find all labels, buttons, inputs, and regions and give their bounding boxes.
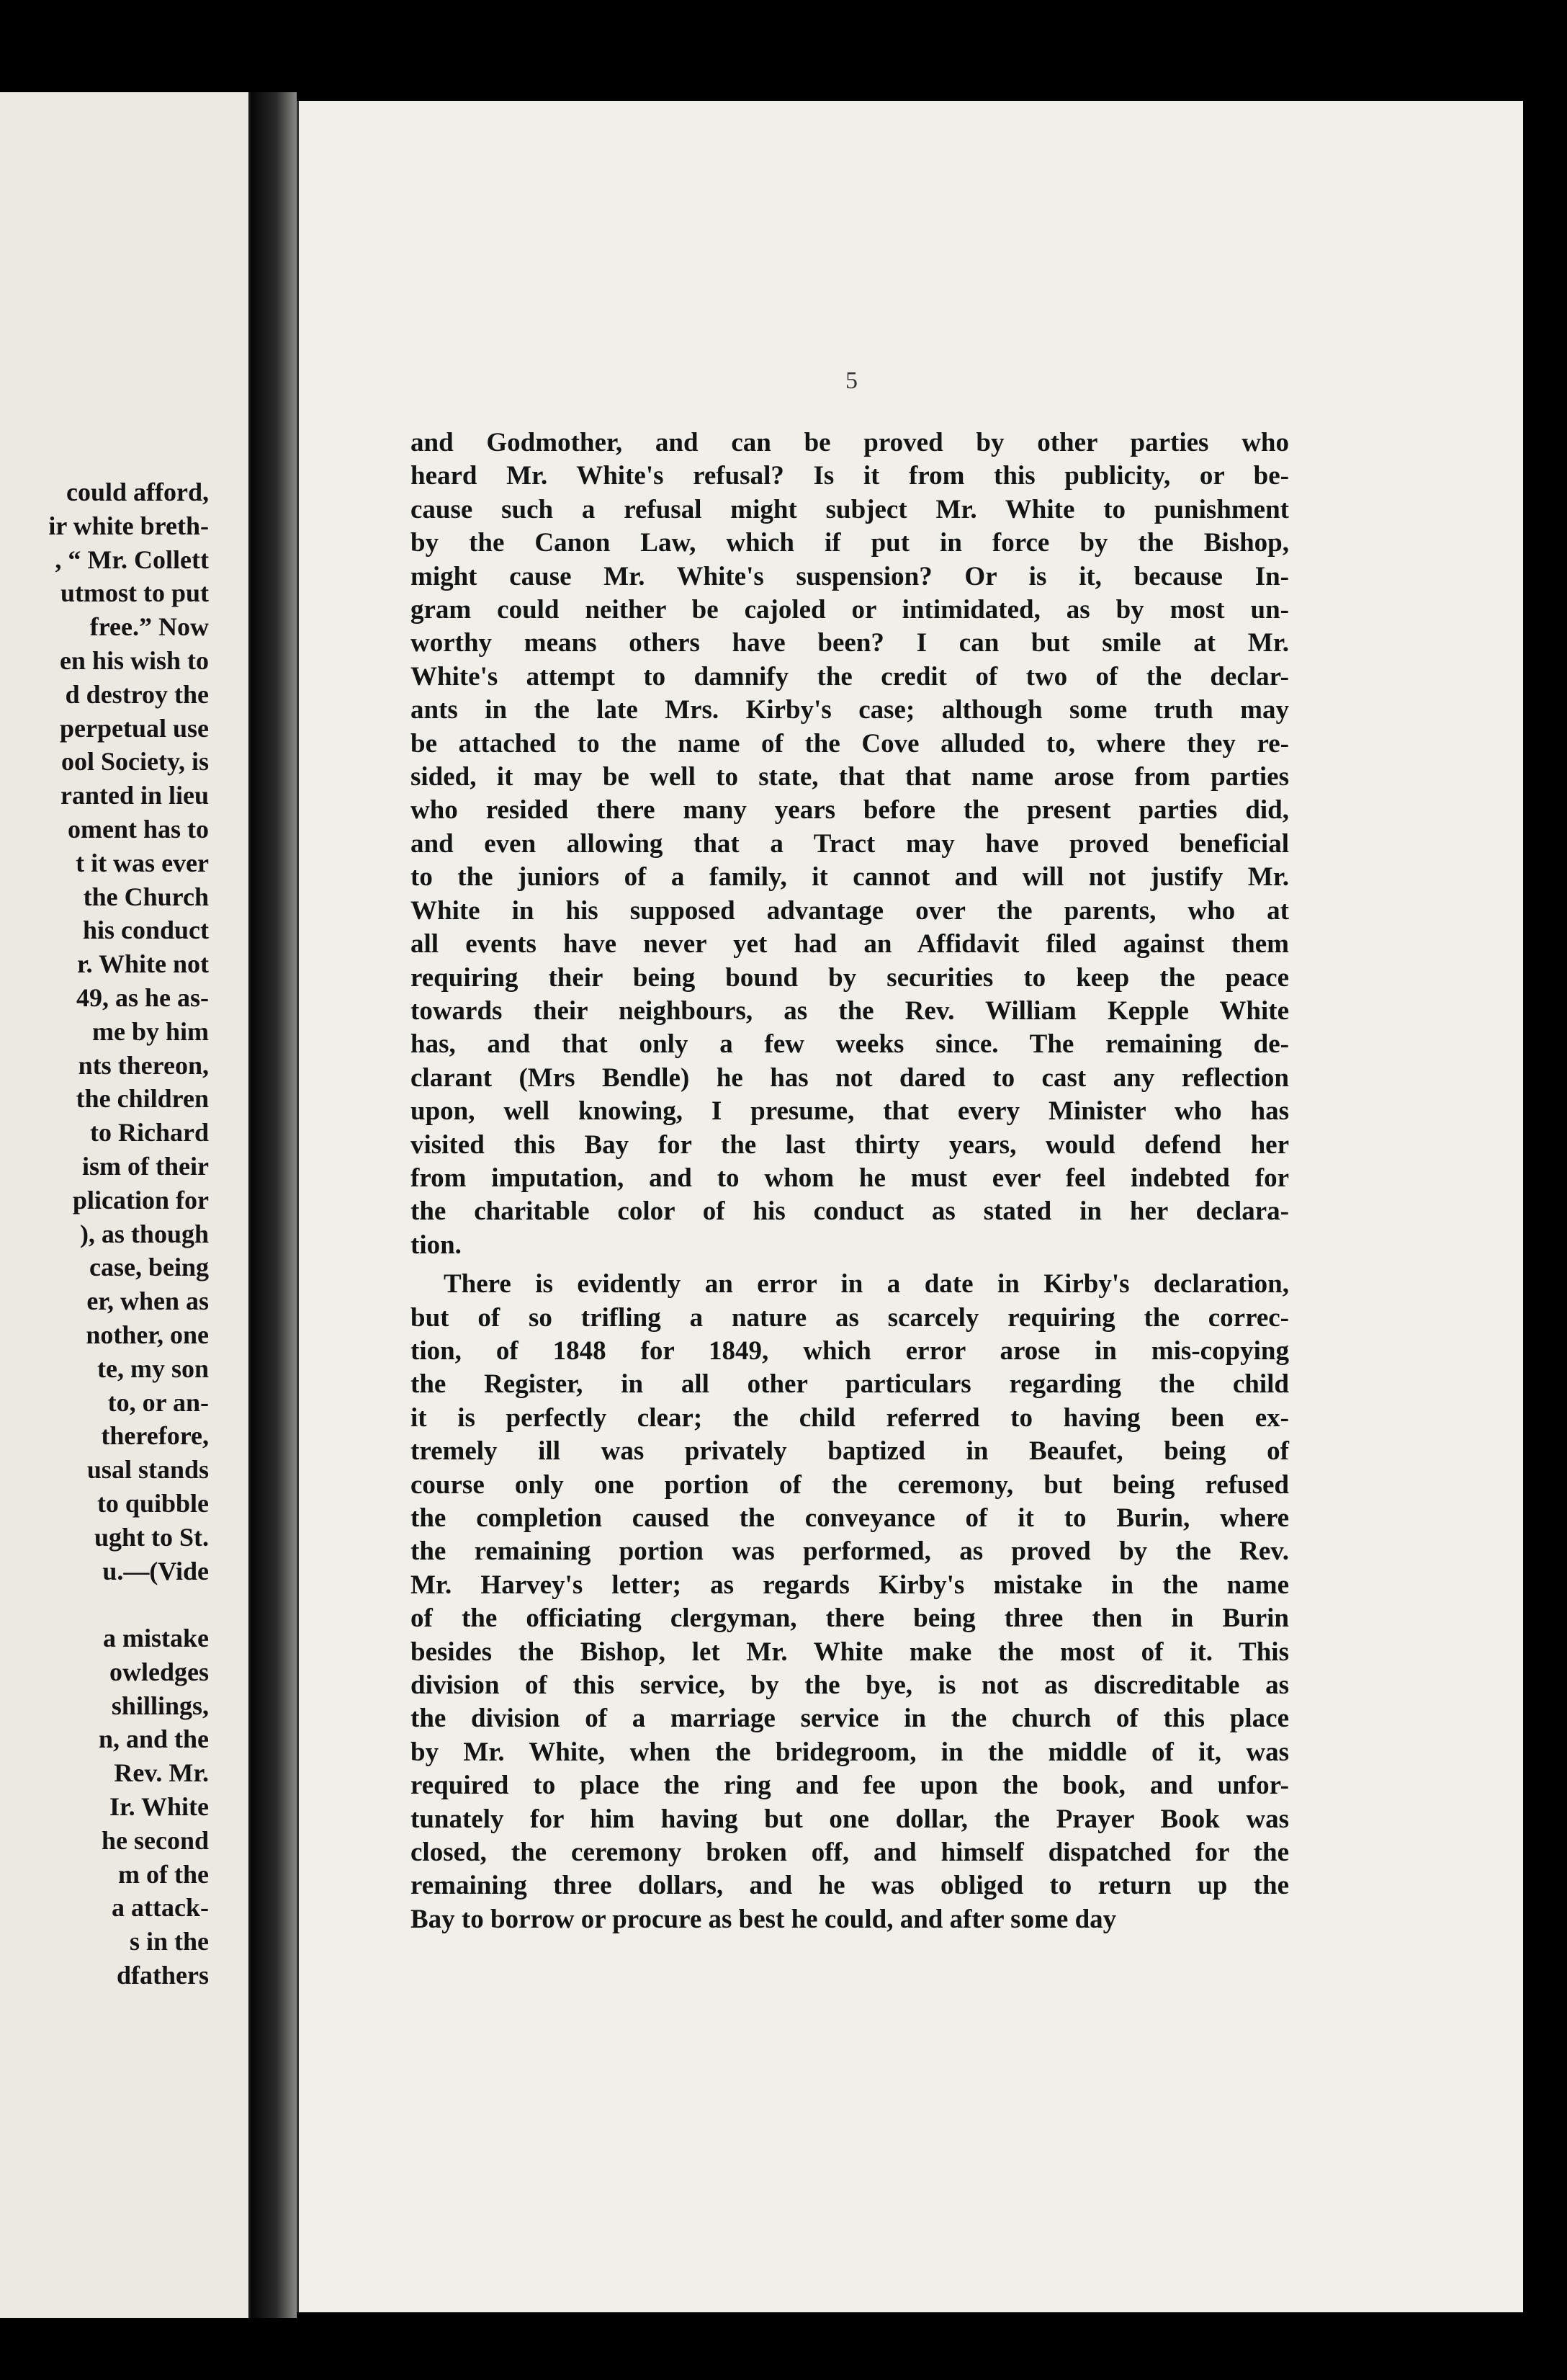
left-page-line: oment has to xyxy=(68,814,209,844)
text-line: clarant (Mrs Bendle) he has not dared to cast any reflection xyxy=(410,1062,1289,1093)
left-page-line: s in the xyxy=(129,1927,209,1956)
left-page-line: ir white breth- xyxy=(48,511,209,540)
left-page-line: ), as though xyxy=(79,1219,209,1248)
left-page-line: to quibble xyxy=(96,1488,209,1518)
left-page-line: ism of their xyxy=(82,1151,209,1181)
text-line: might cause Mr. White's suspension? Or is it, because In- xyxy=(410,561,1289,591)
left-page-line: he second xyxy=(101,1825,209,1855)
text-line: from imputation, and to whom he must ever feel indebted for xyxy=(410,1163,1289,1193)
text-line: closed, the ceremony broken off, and himself dispatched for the xyxy=(410,1838,1289,1868)
text-line: visited this Bay for the last thirty years, would defend her xyxy=(410,1129,1289,1160)
left-page-line: perpetual use xyxy=(60,713,209,743)
left-page-line: a mistake xyxy=(103,1624,209,1653)
text-line: sided, it may be well to state, that that name arose from parties xyxy=(410,762,1289,792)
left-page-line: a attack- xyxy=(112,1893,209,1923)
text-line: heard Mr. White's refusal? Is it from this publicity, or be- xyxy=(410,461,1289,491)
text-line: worthy means others have been? I can but smile at Mr. xyxy=(410,628,1289,658)
left-page-line: , “ Mr. Collett xyxy=(55,545,209,574)
text-line: ants in the late Mrs. Kirby's case; although some truth may xyxy=(410,695,1289,725)
left-page-line: t it was ever xyxy=(76,848,209,877)
text-line: the charitable color of his conduct as stated in her declara- xyxy=(410,1196,1289,1227)
book-gutter xyxy=(251,92,297,2318)
left-page-line: nother, one xyxy=(86,1320,209,1349)
text-line: by Mr. White, when the bridegroom, in the middle of it, was xyxy=(410,1737,1289,1767)
left-page-line: could afford, xyxy=(66,478,209,506)
left-page-line: therefore, xyxy=(101,1421,209,1451)
text-line: it is perfectly clear; the child referred to having been ex- xyxy=(410,1402,1289,1433)
text-line: but of so trifling a nature as scarcely requiring the correc- xyxy=(410,1302,1289,1333)
text-line: upon, well knowing, I presume, that every Minister who has xyxy=(410,1096,1289,1127)
text-line: remaining three dollars, and he was obliged to return up the xyxy=(410,1871,1289,1901)
text-line: There is evidently an error in a date in Kirby's declaration, xyxy=(444,1269,1289,1299)
left-page-line: utmost to put xyxy=(60,578,209,608)
text-line: gram could neither be cajoled or intimidated, as by most un- xyxy=(410,595,1289,625)
text-line: tion, of 1848 for 1849, which error arose in mis-copying xyxy=(410,1336,1289,1366)
left-page-line: er, when as xyxy=(86,1287,209,1316)
paragraph xyxy=(410,426,1289,1262)
left-page-line: Rev. Mr. xyxy=(114,1758,209,1788)
text-line: course only one portion of the ceremony, but being refused xyxy=(410,1469,1289,1500)
left-page-line: plication for xyxy=(73,1185,209,1214)
text-line: tunately for him having but one dollar, the Prayer Book was xyxy=(410,1804,1289,1834)
left-page-line: his conduct xyxy=(82,916,209,945)
left-page-line: me by him xyxy=(92,1016,209,1046)
text-line: White's attempt to damnify the credit of two of the declar- xyxy=(410,661,1289,692)
text-line: of the officiating clergyman, there being three then in Burin xyxy=(410,1603,1289,1634)
text-line: by the Canon Law, which if put in force by the Bishop, xyxy=(410,528,1289,558)
text-line: besides the Bishop, let Mr. White make the most of it. This xyxy=(410,1637,1289,1667)
left-page xyxy=(0,92,251,2318)
left-page-line: n, and the xyxy=(98,1724,209,1754)
text-line: the Register, in all other particulars regarding the child xyxy=(410,1369,1289,1400)
text-line: has, and that only a few weeks since. The remaining de- xyxy=(410,1029,1289,1060)
left-page-line: ranted in lieu xyxy=(60,781,209,810)
text-line: required to place the ring and fee upon the book, and unfor- xyxy=(410,1771,1289,1801)
text-line: to the juniors of a family, it cannot and will not justify Mr. xyxy=(410,862,1289,892)
text-line: the remaining portion was performed, as proved by the Rev. xyxy=(410,1536,1289,1567)
left-page-line: te, my son xyxy=(97,1354,209,1383)
page-number: 5 xyxy=(845,367,858,394)
left-page-line: 49, as he as- xyxy=(76,983,209,1012)
text-line: tion. xyxy=(410,1230,462,1260)
text-line: the completion caused the conveyance of it to Burin, where xyxy=(410,1503,1289,1533)
left-page-line: d destroy the xyxy=(65,679,209,709)
text-line: towards their neighbours, as the Rev. William Kepple White xyxy=(410,996,1289,1026)
text-line: division of this service, by the bye, is not as discreditable as xyxy=(410,1670,1289,1701)
text-line: and even allowing that a Tract may have proved beneficial xyxy=(410,828,1289,859)
left-page-line xyxy=(48,1588,209,1621)
left-page-line: case, being xyxy=(89,1253,209,1282)
left-page-line: owledges xyxy=(109,1657,209,1686)
text-line: the division of a marriage service in the church of this place xyxy=(410,1704,1289,1734)
text-line: White in his supposed advantage over the parents, who at xyxy=(410,895,1289,926)
text-line: Bay to borrow or procure as best he could, and after some day xyxy=(410,1904,1117,1934)
left-page-text xyxy=(48,475,209,1992)
left-page-line: r. White not xyxy=(76,949,209,979)
text-line: Mr. Harvey's letter; as regards Kirby's mistake in the name xyxy=(410,1570,1289,1600)
text-line: requiring their being bound by securities to keep the peace xyxy=(410,962,1289,993)
text-line: cause such a refusal might subject Mr. White to punishment xyxy=(410,494,1289,524)
text-line: who resided there many years before the present parties did, xyxy=(410,795,1289,826)
left-page-line: en his wish to xyxy=(59,645,209,675)
text-line: and Godmother, and can be proved by other parties who xyxy=(410,428,1289,457)
left-page-line: ool Society, is xyxy=(61,747,209,777)
left-page-line: Ir. White xyxy=(109,1792,209,1822)
left-page-line: the Church xyxy=(83,882,209,911)
left-page-line: shillings, xyxy=(111,1691,209,1720)
left-page-line: to, or an- xyxy=(107,1387,209,1417)
paragraph xyxy=(410,1268,1289,1936)
left-page-line: u.—(Vide xyxy=(102,1556,209,1585)
left-page-line: dfathers xyxy=(117,1961,209,1990)
text-line: be attached to the name of the Cove alluded to, where they re- xyxy=(410,728,1289,759)
text-line: tremely ill was privately baptized in Beaufet, being of xyxy=(410,1436,1289,1467)
text-line: all events have never yet had an Affidavit filed against them xyxy=(410,929,1289,959)
left-page-line: usal stands xyxy=(86,1455,209,1485)
left-page-line: free.” Now xyxy=(89,612,209,642)
left-page-line: ught to St. xyxy=(94,1522,209,1552)
page-body-text xyxy=(410,426,1289,1936)
left-page-line: the children xyxy=(76,1084,209,1114)
left-page-line: to Richard xyxy=(90,1118,209,1148)
left-page-line: m of the xyxy=(118,1859,209,1889)
left-page-line: nts thereon, xyxy=(78,1050,209,1080)
